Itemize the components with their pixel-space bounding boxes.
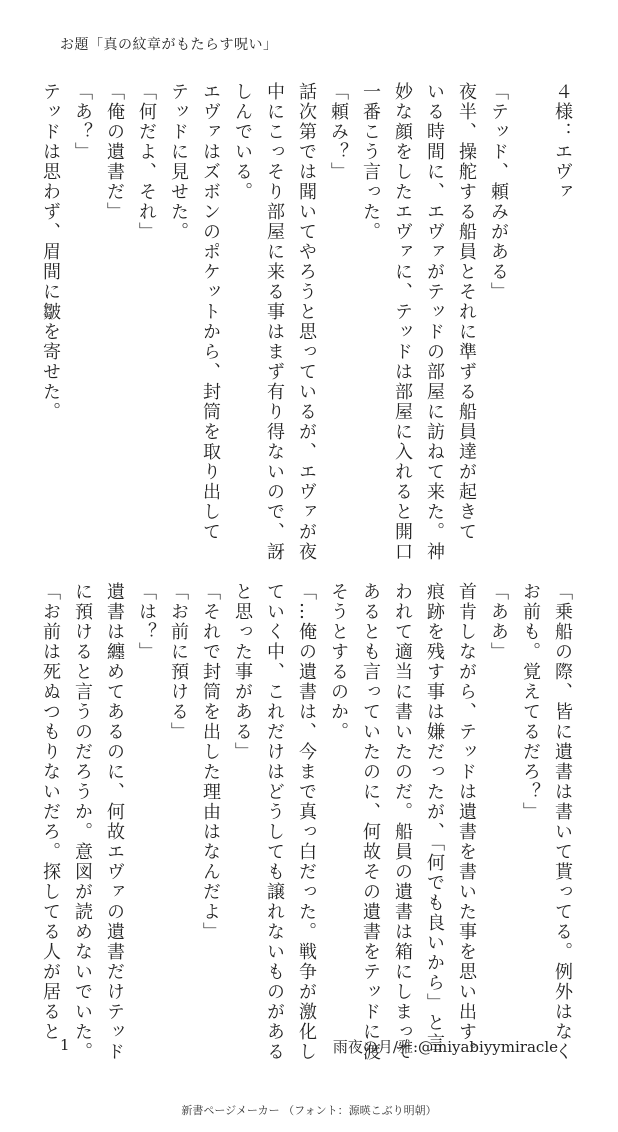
text-column: 「何だよ、それ」 [136,82,157,242]
text-column: いる時間に、エヴァがテッドの部屋に訪ねて来た。神 [424,82,445,562]
text-column: テッドは思わず、眉間に皺を寄せた。 [40,82,61,422]
text-column: 「お前に預ける」 [168,582,189,742]
text-column: 妙な顔をしたエヴァに、テッドは部屋に入れると開口 [392,82,413,562]
text-column: 「頼み？」 [328,82,349,182]
generator-credit: 新書ページメーカー （フォント：源暎こぶり明朝） [181,1104,437,1117]
text-column: 痕跡を残す事は嫌だったが、「何でも良いから」と言 [424,582,445,1053]
text-column: 話次第では聞いてやろうと思っているが、エヴァが夜 [296,82,317,562]
text-column: エヴァはズボンのポケットから、封筒を取り出して [200,82,221,542]
text-column: 「…俺の遺書は、今まで真っ白だった。戦争が激化し [296,582,317,1062]
top-text-block [34,82,578,562]
text-column: ４様：エヴァ [552,82,573,202]
page-title: お題「真の紋章がもたらす呪い」 [60,37,278,53]
text-column: あるとも言っていたのに、何故その遺書をテッドに渡 [360,582,381,1062]
text-column: われて適当に書いたのだ。船員の遺書は箱にしまって [392,582,413,1062]
text-column: 夜半、操舵する船員とそれに準ずる船員達が起きて [456,82,477,542]
text-column: しんでいる。 [232,82,253,202]
text-column: 中にこっそり部屋に来る事はまず有り得ないので、訝 [264,82,285,562]
text-column: 「お前は死ぬつもりないだろ。探してる人が居ると [40,582,61,1042]
text-column: そうとするのか。 [328,582,349,742]
text-column [514,82,546,522]
text-column: 「は？」 [136,582,157,662]
text-column: 遺書は纏めてあるのに、何故エヴァの遺書だけテッド [104,582,125,1062]
text-column: お前も。覚えてるだろ？」 [520,582,541,822]
text-column: ていく中、これだけはどうしても譲れないものがある [264,582,285,1062]
text-column: 「テッド、頼みがある」 [488,82,509,302]
text-column: に預けると言うのだろうか。意図が読めないでいた。 [72,582,93,1062]
text-column: 「あ？」 [72,82,93,162]
text-column: 「それで封筒を出した理由はなんだよ」 [200,582,221,942]
text-column: 「俺の遺書だ」 [104,82,125,222]
author-credit: 雨夜の月/雅:@miyabiyymiracle [332,1038,558,1056]
text-column: 「乗船の際、皆に遺書は書いて貰ってる。例外はなく [552,582,573,1062]
page-number: 1 [60,1036,70,1054]
text-column: と思った事がある」 [232,582,253,762]
text-column: テッドに見せた。 [168,82,189,242]
text-column: 「ああ」 [488,582,509,662]
text-column: 一番こう言った。 [360,82,381,242]
text-column: 首肯しながら、テッドは遺書を書いた事を思い出す。 [456,582,477,1062]
